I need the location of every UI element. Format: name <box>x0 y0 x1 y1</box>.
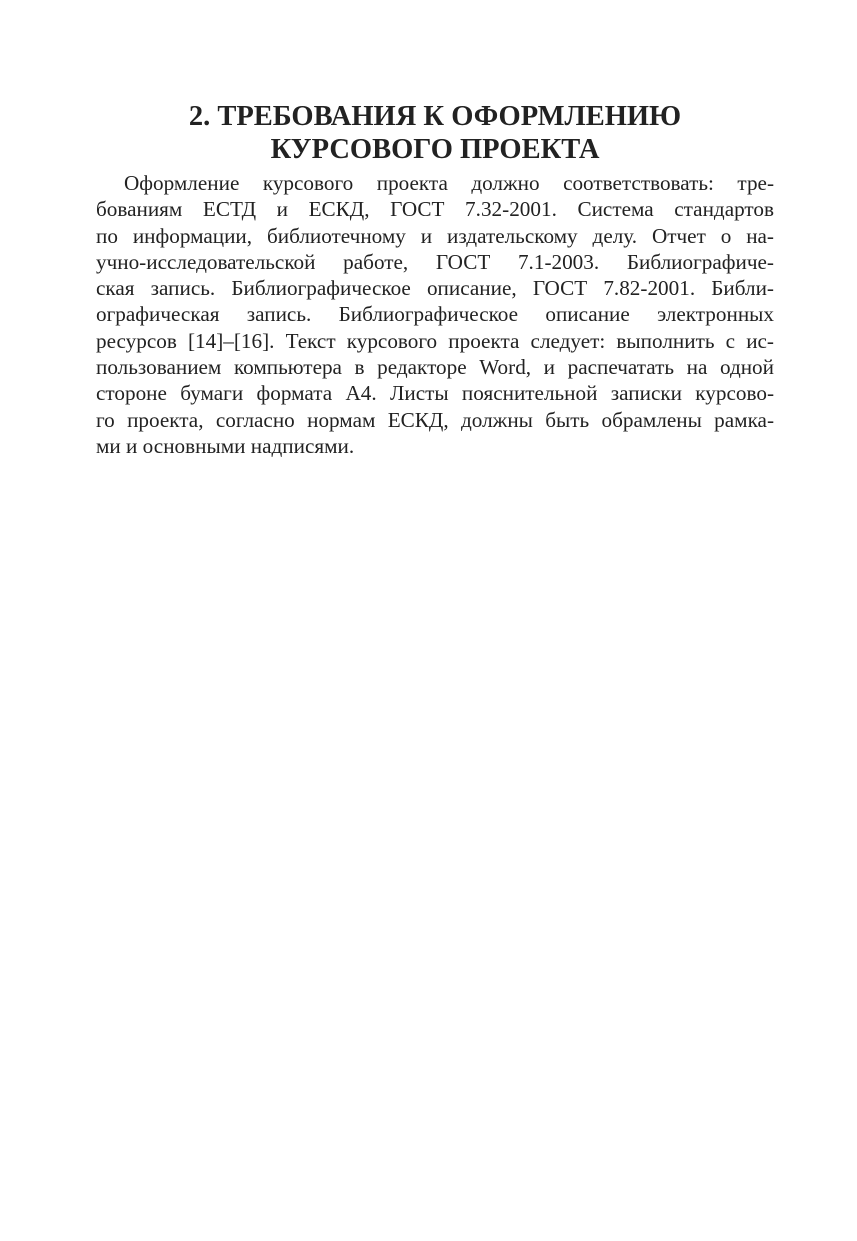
paragraph-line: бованиям ЕСТД и ЕСКД, ГОСТ 7.32-2001. Система стандартов <box>96 197 774 222</box>
paragraph-line: ресурсов [14]–[16]. Текст курсового проекта следует: выполнить с ис- <box>96 328 774 353</box>
paragraph-line: ографическая запись. Библиографическое описание электронных <box>96 302 774 327</box>
paragraph-line: стороне бумаги формата А4. Листы пояснительной записки курсово- <box>96 381 774 406</box>
paragraph-line: по информации, библиотечному и издательскому делу. Отчет о на- <box>96 223 774 248</box>
paragraph-line: ская запись. Библиографическое описание, ГОСТ 7.82-2001. Библи- <box>96 276 774 301</box>
section-heading-line-2: КУРСОВОГО ПРОЕКТА <box>270 134 600 165</box>
section-heading <box>96 100 774 166</box>
section-heading-line-1: 2. ТРЕБОВАНИЯ К ОФОРМЛЕНИЮ <box>188 101 682 132</box>
paragraph-line: ми и основными надписями. <box>96 433 355 458</box>
paragraph-line: го проекта, согласно нормам ЕСКД, должны быть обрамлены рамка- <box>96 407 774 432</box>
body-paragraph <box>96 170 774 459</box>
paragraph-line: пользованием компьютера в редакторе Word, и распечатать на одной <box>96 355 774 380</box>
paragraph-line: Оформление курсового проекта должно соответствовать: тре- <box>124 171 774 195</box>
paragraph-line: учно-исследовательской работе, ГОСТ 7.1-2003. Библиографиче- <box>96 249 774 274</box>
